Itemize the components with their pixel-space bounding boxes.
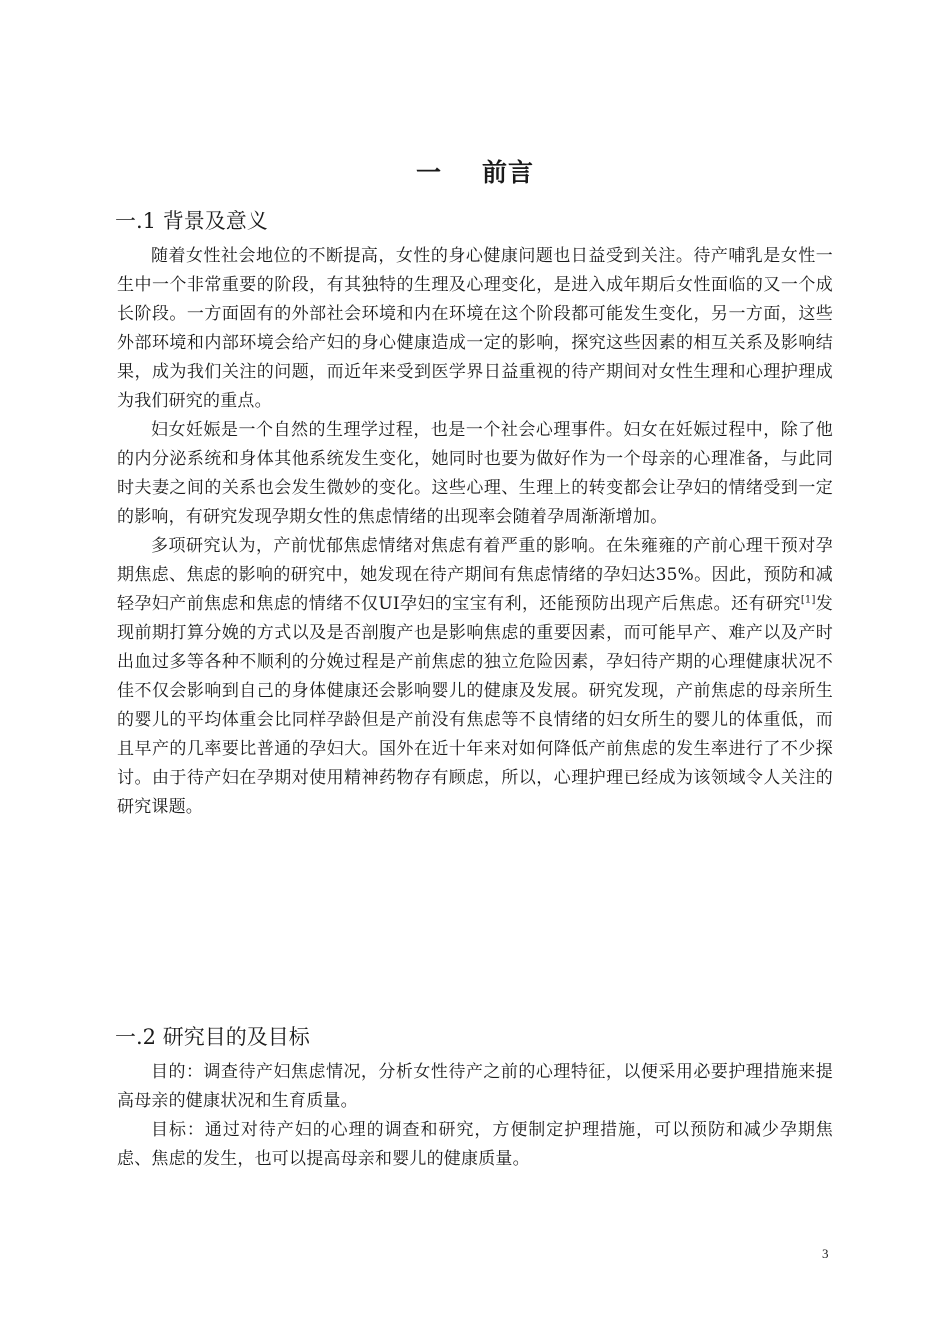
section-heading-objectives: 一.2 研究目的及目标 (115, 1025, 310, 1049)
paragraph-text: 发现前期打算分娩的方式以及是否剖腹产也是影响焦虑的重要因素，而可能早产、难产以及产时出血过多等各种不顺利的分娩过程是产前焦虑的独立危险因素，孕妇待产期的心理健康状况不佳不仅会影响到自己的身体健康还会影响婴儿的健康及发展。研究发现，产前焦虑的母亲所生的婴儿的平均体重会比同样孕龄但是产前没有焦虑等不良情绪的妇女所生的婴儿的体重低，而且早产的几率要比普通的孕妇大。国外在近十年来对如何降低产前焦虑的发生率进行了不少探讨。由于待产妇在孕期对使用精神药物存有顾虑，所以，心理护理已经成为该领域令人关注的研究课题。 (117, 594, 834, 817)
section-heading-background: 一.1 背景及意义 (115, 209, 268, 233)
citation-reference[interactable]: [1] (800, 594, 816, 606)
paragraph-with-citation (117, 532, 833, 822)
paragraph: 妇女妊娠是一个自然的生理学过程，也是一个社会心理事件。妇女在妊娠过程中，除了他的内分泌系统和身体其他系统发生变化，她同时也要为做好作为一个母亲的心理准备，与此同时夫妻之间的关系也会发生微妙的变化。这些心理、生理上的转变都会让孕妇的情绪受到一定的影响，有研究发现孕期女性的焦虑情绪的出现率会随着孕周渐渐增加。 (117, 420, 833, 527)
section-objectives (117, 1022, 833, 1174)
chapter-number: 一 (415, 157, 442, 187)
chapter-title (0, 153, 950, 189)
section-background (117, 206, 833, 822)
page-number: 3 (822, 1246, 829, 1261)
paragraph-text: 多项研究认为，产前忧郁焦虑情绪对焦虑有着严重的影响。在朱雍雍的产前心理干预对孕期焦虑、焦虑的影响的研究中，她发现在待产期间有焦虑情绪的孕妇达35%。因此，预防和减轻孕妇产前焦虑和焦虑的情绪不仅UI孕妇的宝宝有利，还能预防出现产后焦虑。还有研究 (117, 536, 833, 614)
paragraph: 目标：通过对待产妇的心理的调查和研究，方便制定护理措施，可以预防和减少孕期焦虑、焦虑的发生，也可以提高母亲和婴儿的健康质量。 (117, 1120, 833, 1169)
paragraph: 随着女性社会地位的不断提高，女性的身心健康问题也日益受到关注。待产哺乳是女性一生中一个非常重要的阶段，有其独特的生理及心理变化，是进入成年期后女性面临的又一个成长阶段。一方面固有的外部社会环境和内在环境在这个阶段都可能发生变化，另一方面，这些外部环境和内部环境会给产妇的身心健康造成一定的影响，探究这些因素的相互关系及影响结果，成为我们关注的问题，而近年来受到医学界日益重视的待产期间对女性生理和心理护理成为我们研究的重点。 (117, 246, 833, 411)
paragraph: 目的：调查待产妇焦虑情况，分析女性待产之前的心理特征，以便采用必要护理措施来提高母亲的健康状况和生育质量。 (117, 1062, 833, 1111)
chapter-title-text: 前言 (482, 157, 535, 187)
